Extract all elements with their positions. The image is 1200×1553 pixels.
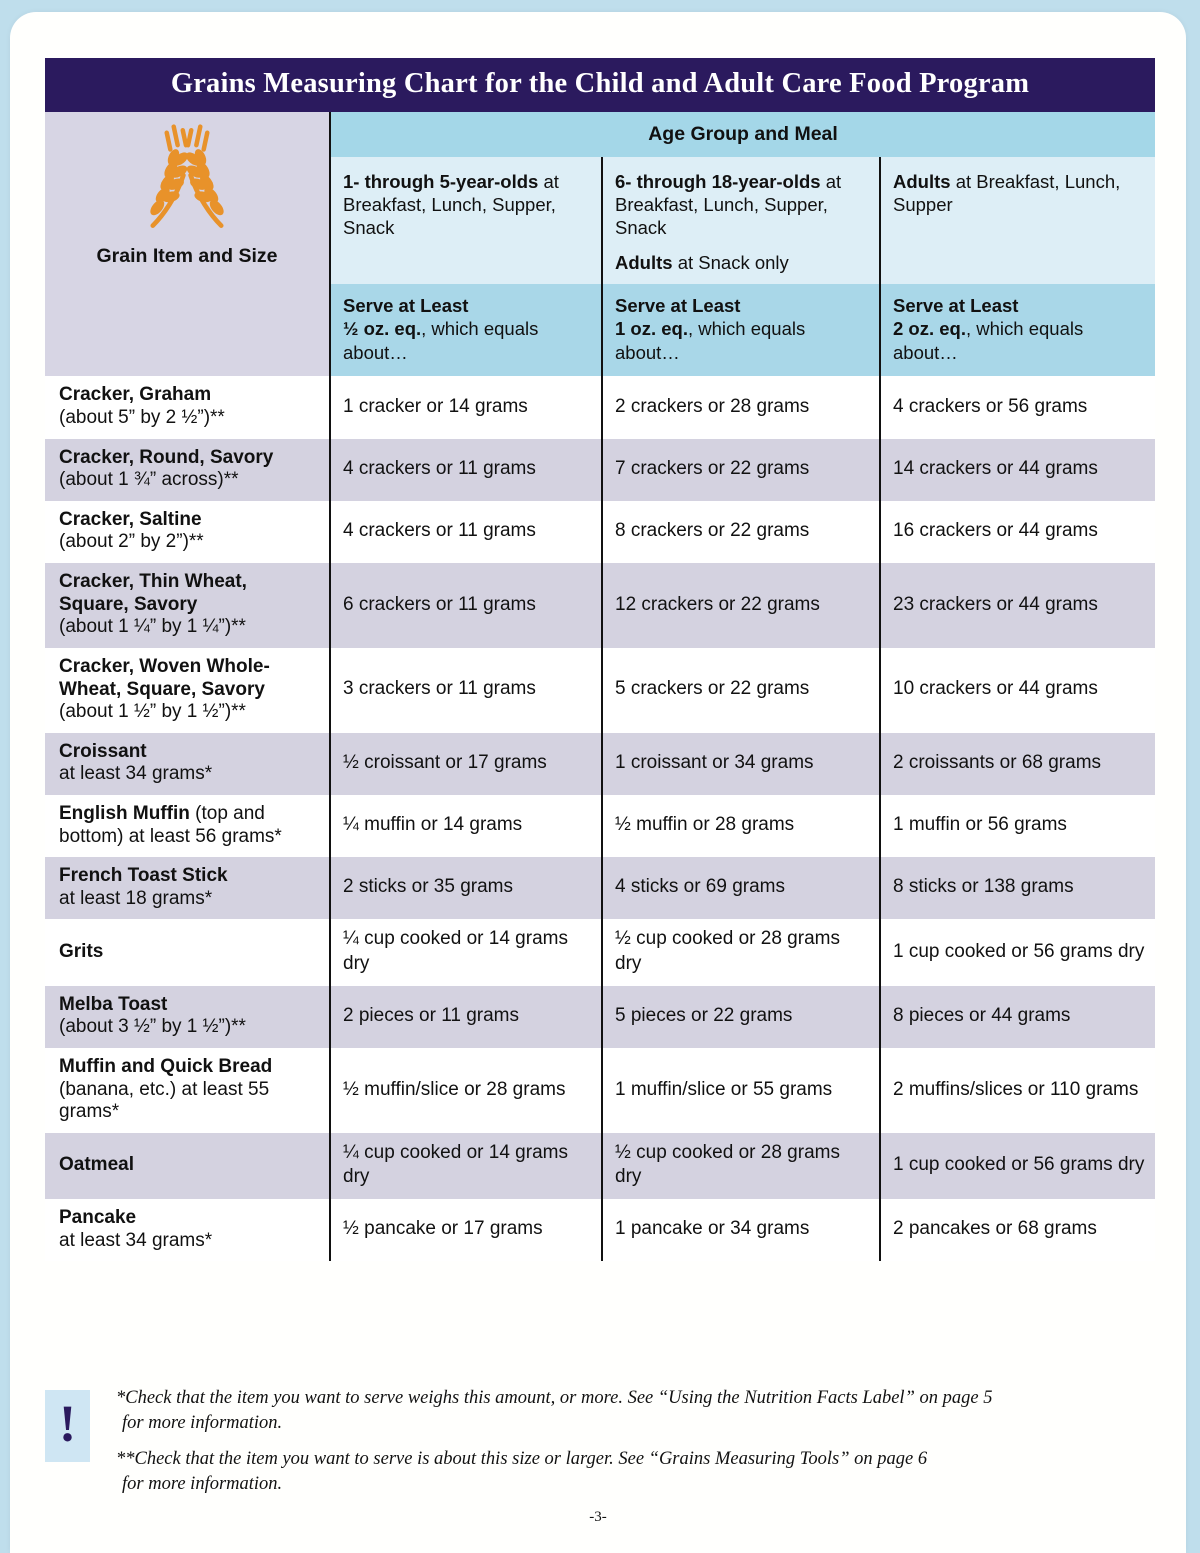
grain-item-name: Muffin and Quick Bread [59, 1055, 273, 1077]
serve-amount-2: 1 oz. eq. [615, 318, 688, 340]
serve-amount-3: 2 oz. eq. [893, 318, 966, 340]
serving-amount-cell-1: 2 pieces or 11 grams [330, 986, 602, 1048]
serving-amount-cell-3: 1 cup cooked or 56 grams dry [880, 919, 1155, 985]
table-row [45, 795, 1155, 857]
grain-item-header-cell [45, 112, 330, 377]
age-group-1-bold: 1- through 5-year-olds [343, 170, 539, 192]
serving-amount-cell-2: ½ muffin or 28 grams [602, 795, 880, 857]
footnote-2-line-1: **Check that the item you want to serve is about this size or larger. See “Grains Measuring Tools” on page 6 [116, 1449, 928, 1470]
grain-item-size: (banana, etc.) at least 55 grams* [59, 1078, 270, 1123]
serving-amount-cell-2: 7 crackers or 22 grams [602, 439, 880, 501]
grain-item-name: English Muffin [59, 802, 190, 824]
grain-item-size: at least 34 grams* [59, 763, 213, 785]
grain-item-size: (about 1 ¼” by 1 ¼”)** [59, 616, 246, 638]
grain-item-cell [45, 439, 330, 501]
grain-item-cell [45, 376, 330, 438]
serving-amount-cell-2: 4 sticks or 69 grams [602, 857, 880, 919]
grain-item-name: Croissant [59, 740, 147, 762]
grain-item-name: Cracker, Thin Wheat, Square, Savory [59, 571, 247, 615]
table-row [45, 501, 1155, 563]
serving-amount-cell-2: 12 crackers or 22 grams [602, 563, 880, 648]
serving-amount-cell-2: ½ cup cooked or 28 grams dry [602, 919, 880, 985]
grain-item-header-label: Grain Item and Size [96, 244, 278, 267]
serving-amount-cell-1: 2 sticks or 35 grams [330, 857, 602, 919]
table-row [45, 1199, 1155, 1261]
grain-item-name: Cracker, Graham [59, 384, 212, 406]
grain-item-size: (about 1 ½” by 1 ½”)** [59, 701, 246, 723]
table-row [45, 919, 1155, 985]
grain-item-cell [45, 501, 330, 563]
serving-amount-cell-3: 1 muffin or 56 grams [880, 795, 1155, 857]
page-number: -3- [589, 1509, 607, 1525]
serving-amount-cell-1: 3 crackers or 11 grams [330, 648, 602, 733]
serve-label-3: Serve at Least [893, 294, 1019, 316]
serving-amount-cell-2: 2 crackers or 28 grams [602, 376, 880, 438]
serve-at-least-col-2 [602, 284, 880, 376]
serving-amount-cell-2: 5 pieces or 22 grams [602, 986, 880, 1048]
serving-amount-cell-3: 23 crackers or 44 grams [880, 563, 1155, 648]
age-group-1-rest: at Breakfast, Lunch, Supper, Snack [343, 170, 559, 239]
serving-amount-cell-1: 4 crackers or 11 grams [330, 501, 602, 563]
serve-amount-1: ½ oz. eq. [343, 318, 422, 340]
grain-item-size: at least 18 grams* [59, 887, 213, 909]
age-group-and-meal-header: Age Group and Meal [330, 112, 1155, 157]
serving-amount-cell-1: ½ pancake or 17 grams [330, 1199, 602, 1261]
serve-label-2: Serve at Least [615, 294, 741, 316]
grain-item-size: at least 34 grams* [59, 1229, 213, 1251]
grain-item-size: (about 2” by 2”)** [59, 531, 204, 553]
age-group-col-3 [880, 157, 1155, 284]
table-row [45, 648, 1155, 733]
footnote-2-line-2: for more information. [122, 1473, 283, 1494]
serving-amount-cell-1: ¼ cup cooked or 14 grams dry [330, 919, 602, 985]
exclamation-icon [45, 1390, 90, 1462]
table-row [45, 439, 1155, 501]
chart-sheet [45, 58, 1155, 1261]
age-group-3-rest: at Breakfast, Lunch, Supper [893, 170, 1121, 216]
serving-amount-cell-1: ¼ cup cooked or 14 grams dry [330, 1133, 602, 1199]
serving-amount-cell-2: 1 pancake or 34 grams [602, 1199, 880, 1261]
age-group-3-bold: Adults [893, 170, 951, 192]
age-group-col-1 [330, 157, 602, 284]
grain-item-cell [45, 1133, 330, 1199]
serving-amount-cell-1: 1 cracker or 14 grams [330, 376, 602, 438]
serving-amount-cell-1: ½ muffin/slice or 28 grams [330, 1048, 602, 1133]
serving-amount-cell-2: ½ cup cooked or 28 grams dry [602, 1133, 880, 1199]
serving-amount-cell-3: 2 pancakes or 68 grams [880, 1199, 1155, 1261]
grain-item-cell [45, 1199, 330, 1261]
table-row [45, 857, 1155, 919]
grain-item-cell [45, 919, 330, 985]
serving-amount-cell-3: 16 crackers or 44 grams [880, 501, 1155, 563]
grain-item-name: French Toast Stick [59, 865, 228, 887]
grain-item-cell [45, 1048, 330, 1133]
footnote-single-star [116, 1386, 1155, 1435]
age-group-col-2 [602, 157, 880, 284]
serve-tail-1: , which equals about… [343, 318, 539, 363]
age-group-2-rest-2: at Snack only [672, 251, 789, 273]
serving-amount-cell-3: 10 crackers or 44 grams [880, 648, 1155, 733]
serving-amount-cell-1: 4 crackers or 11 grams [330, 439, 602, 501]
age-group-2-bold-2: Adults [615, 251, 673, 273]
serving-amount-cell-3: 4 crackers or 56 grams [880, 376, 1155, 438]
serve-at-least-col-3 [880, 284, 1155, 376]
grain-item-name: Oatmeal [59, 1154, 134, 1176]
serving-amount-cell-3: 8 sticks or 138 grams [880, 857, 1155, 919]
serving-amount-cell-3: 1 cup cooked or 56 grams dry [880, 1133, 1155, 1199]
grain-item-cell [45, 733, 330, 795]
exclamation-glyph: ! [58, 1396, 77, 1453]
serve-at-least-col-1 [330, 284, 602, 376]
page-card [10, 12, 1186, 1553]
serving-amount-cell-2: 1 muffin/slice or 55 grams [602, 1048, 880, 1133]
serving-amount-cell-1: ½ croissant or 17 grams [330, 733, 602, 795]
footnote-1-line-1: *Check that the item you want to serve weighs this amount, or more. See “Using the Nutrition Facts Label” on page 5 [116, 1388, 993, 1408]
footnote-double-star [116, 1447, 1155, 1496]
grain-item-size: (about 1 ¾” across)** [59, 469, 239, 491]
serving-amount-cell-3: 14 crackers or 44 grams [880, 439, 1155, 501]
table-row [45, 1048, 1155, 1133]
grain-item-name: Cracker, Woven Whole-Wheat, Square, Savory [59, 655, 270, 700]
table-row [45, 563, 1155, 648]
table-header-band-row [45, 112, 1155, 157]
age-group-2-rest: at Breakfast, Lunch, Supper, Snack [615, 170, 842, 239]
grain-item-size: (top and bottom) at least 56 grams* [59, 802, 282, 847]
serving-amount-cell-2: 5 crackers or 22 grams [602, 648, 880, 733]
table-row [45, 376, 1155, 438]
serving-amount-cell-2: 1 croissant or 34 grams [602, 733, 880, 795]
page-title: Grains Measuring Chart for the Child and Adult Care Food Program [45, 58, 1155, 112]
serving-amount-cell-3: 8 pieces or 44 grams [880, 986, 1155, 1048]
grain-item-name: Cracker, Round, Savory [59, 446, 274, 468]
grain-item-cell [45, 648, 330, 733]
footnotes-block [45, 1384, 1155, 1508]
serve-label-1: Serve at Least [343, 294, 469, 316]
grain-item-size: (about 3 ½” by 1 ½”)** [59, 1016, 246, 1038]
serving-amount-cell-2: 8 crackers or 22 grams [602, 501, 880, 563]
serve-tail-2: , which equals about… [615, 318, 806, 363]
grains-measuring-table [45, 112, 1155, 1262]
grain-item-cell [45, 857, 330, 919]
grain-item-cell [45, 986, 330, 1048]
wheat-stalks-icon [133, 121, 241, 233]
age-group-2-bold: 6- through 18-year-olds [615, 170, 821, 192]
serving-amount-cell-1: ¼ muffin or 14 grams [330, 795, 602, 857]
grain-item-name: Melba Toast [59, 993, 168, 1015]
table-row [45, 733, 1155, 795]
grain-item-name: Cracker, Saltine [59, 508, 202, 530]
table-row [45, 1133, 1155, 1199]
footnote-1-line-2: for more information. [122, 1412, 283, 1433]
table-row [45, 986, 1155, 1048]
grain-item-cell [45, 563, 330, 648]
serving-amount-cell-3: 2 muffins/slices or 110 grams [880, 1048, 1155, 1133]
grain-item-size: (about 5” by 2 ½”)** [59, 407, 225, 429]
grain-item-cell [45, 795, 330, 857]
serve-tail-3: , which equals about… [893, 318, 1084, 363]
grain-item-name: Pancake [59, 1207, 137, 1229]
footnotes-text [90, 1384, 1155, 1508]
serving-amount-cell-3: 2 croissants or 68 grams [880, 733, 1155, 795]
grain-item-name: Grits [59, 940, 104, 962]
serving-amount-cell-1: 6 crackers or 11 grams [330, 563, 602, 648]
